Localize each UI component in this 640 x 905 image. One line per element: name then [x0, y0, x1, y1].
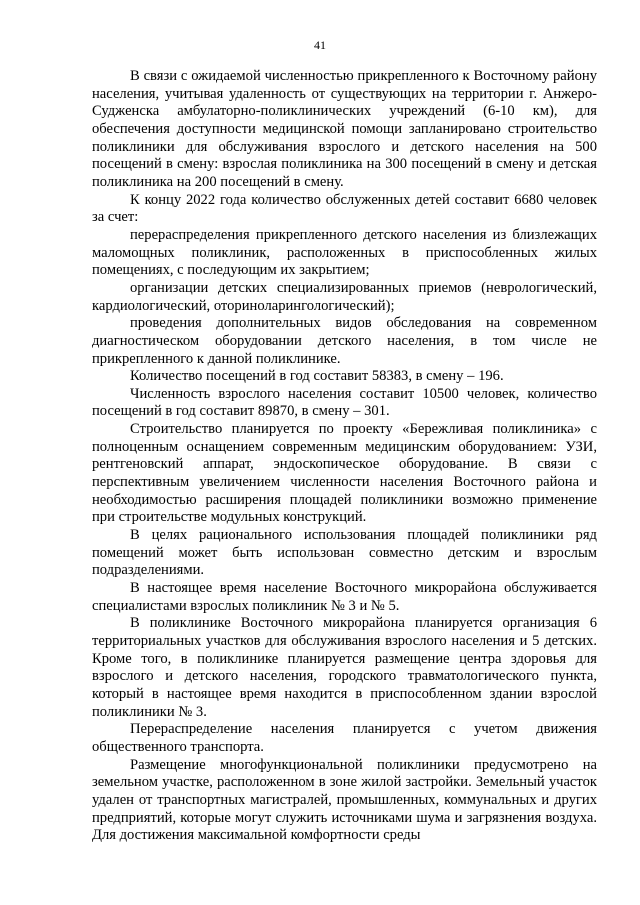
paragraph: проведения дополнительных видов обследования на современном диагностическом оборудовании детского населения, в том числе не прикрепленного к данной поликлинике.	[92, 315, 597, 367]
paragraph: В поликлинике Восточного микрорайона планируется организация 6 территориальных участков для обслуживания взрослого населения и 5 детских. Кроме того, в поликлинике планируется размещение центра здоровья для взрослого и детского населения, городского травматологического пункта, который в настоящее время находится в приспособленном здании взрослой поликлиники № 3.	[92, 615, 597, 720]
paragraph: Размещение многофункциональной поликлиники предусмотрено на земельном участке, расположенном в зоне жилой застройки. Земельный участок удален от транспортных магистралей, промышленных, коммунальных и других предприятий, которые могут служить источниками шума и загрязнения воздуха. Для достижения максимальной комфортности среды	[92, 756, 597, 844]
body-text	[92, 68, 597, 845]
paragraph: Перераспределение населения планируется с учетом движения общественного транспорта.	[92, 721, 597, 755]
paragraph: К концу 2022 года количество обслуженных детей составит 6680 человек за счет:	[92, 191, 597, 226]
paragraph: В связи с ожидаемой численностью прикрепленного к Восточному району населения, учитывая удаленность от существующих на территории г. Анжеро-Судженска амбулаторно-поликлинических учреждений (6-10 км), для обеспечения доступности медицинской помощи запланировано строительство поликлиники для обслуживания взрослого и детского населения на 500 посещений в смену: взрослая поликлиника на 300 посещений в смену и детская поликлиника на 200 посещений в смену.	[92, 68, 597, 190]
paragraph: перераспределения прикрепленного детского населения из близлежащих маломощных поликлиник, расположенных в приспособленных жилых помещениях, с последующим их закрытием;	[92, 226, 597, 279]
paragraph: В настоящее время население Восточного микрорайона обслуживается специалистами взрослых поликлиник № 3 и № 5.	[92, 580, 597, 614]
paragraph: Количество посещений в год составит 58383, в смену – 196.	[130, 368, 504, 385]
page-number: 41	[314, 38, 326, 52]
paragraph: организации детских специализированных приемов (неврологический, кардиологический, оториноларингологический);	[92, 279, 597, 314]
paragraph: Строительство планируется по проекту «Бережливая поликлиника» с полноценным оснащением современным медицинским оборудованием: УЗИ, рентгеновский аппарат, эндоскопическое оборудование. В связи с перспективным увеличением численности населения Восточного района и необходимостью расширения площадей поликлиники возможно применение при строительстве модульных конструкций.	[92, 421, 597, 526]
paragraph: Численность взрослого населения составит 10500 человек, количество посещений в год составит 89870, в смену – 301.	[92, 385, 597, 420]
paragraph: В целях рационального использования площадей поликлиники ряд помещений может быть использован совместно детским и взрослым подразделениями.	[92, 527, 597, 579]
